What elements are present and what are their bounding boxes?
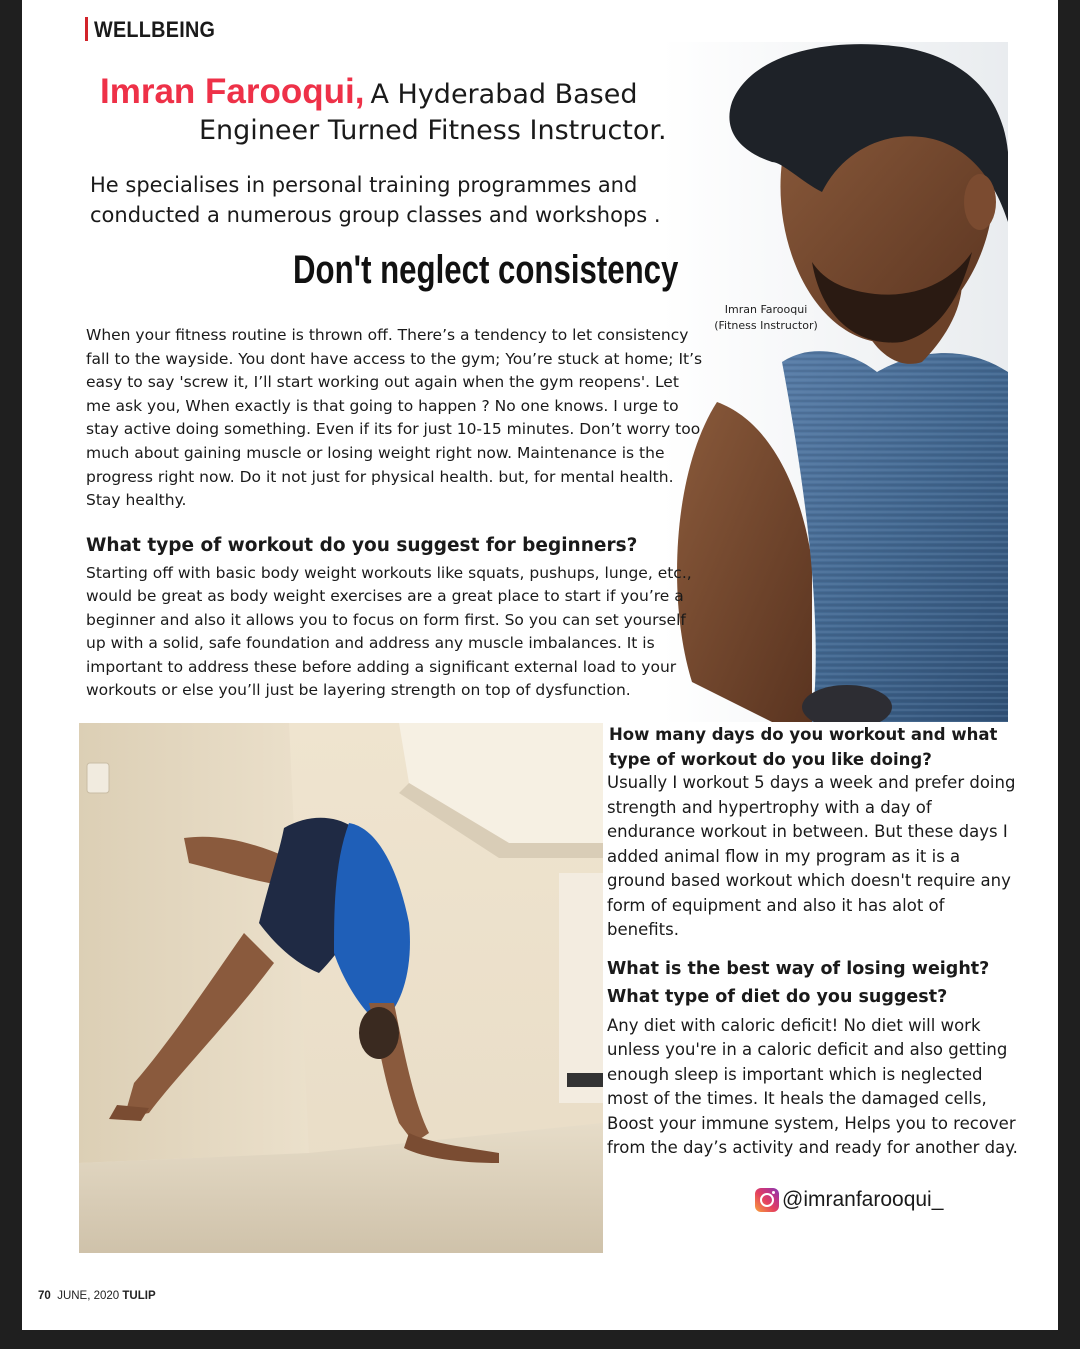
instagram-handle[interactable] [755, 1188, 943, 1212]
portrait-photo [662, 42, 1008, 722]
intro-text: He specialises in personal training programmes and conducted a numerous group classes and workshops . [90, 173, 661, 227]
article-title-line2: Engineer Turned Fitness Instructor. [199, 115, 667, 146]
answer-weight-loss: Any diet with caloric deficit! No diet will work unless you're in a caloric deficit and also getting enough sleep is important which is neglected most of the times. It heals the damaged cells, Boost your immune system, Helps you to recover from the day’s activity and ready for another day. [607, 1016, 1018, 1158]
headline: Don't neglect consistency [293, 248, 679, 292]
instagram-handle-text: @imranfarooqui_ [782, 1188, 944, 1211]
section-marker [85, 17, 88, 41]
question-weight-loss: What is the best way of losing weight? What type of diet do you suggest? [607, 959, 990, 1007]
instagram-icon [755, 1188, 779, 1212]
caption-name: Imran Farooqui [724, 303, 808, 316]
magazine-name: TULIP [122, 1290, 156, 1302]
question-workout-days: How many days do you workout and what type of workout do you like doing? [609, 725, 998, 769]
issue-date: JUNE, 2020 [57, 1290, 120, 1302]
page-footer [38, 1290, 156, 1302]
page-number: 70 [38, 1290, 51, 1302]
answer-workout-days: Usually I workout 5 days a week and prefer doing strength and hypertrophy with a day of endurance workout in between. But these days I added animal flow in my program as it is a ground based workout which doesn't require any form of equipment and also it has alot of benefits. [607, 773, 1016, 939]
subject-name: Imran Farooqui, [100, 72, 365, 111]
answer-beginners: Starting off with basic body weight workouts like squats, pushups, lunge, etc., would be great as body weight exercises are a great place to start if you’re a beginner and also it allows you to focus on form first. So you can set yourself up with a solid, safe foundation and address any muscle imbalances. It is important to address these before adding a significant external load to your workouts or else you’ll just be layering strength on top of dysfunction. [86, 564, 692, 700]
caption-role: (Fitness Instructor) [714, 319, 818, 332]
photo-caption [712, 302, 820, 334]
magazine-page [22, 0, 1058, 1330]
title-subtitle-1: A Hyderabad Based [370, 79, 638, 110]
workout-photo [79, 723, 603, 1253]
section-label: WELLBEING [94, 17, 216, 42]
paragraph-consistency: When your fitness routine is thrown off. There’s a tendency to let consistency fall to the wayside. You dont have access to the gym; You’re stuck at home; It’s easy to say 'screw it, I’ll start working out again when the gym reopens'. Let me ask you, When exactly is that going to happen ? No one knows. I urge to stay active doing something. Even if its for just 10-15 minutes. Don’t worry too much about gaining muscle or losing weight right now. Maintenance is the progress right now. Do it not just for physical health. but, for mental health. Stay healthy. [86, 326, 703, 510]
article-title-line1 [100, 72, 638, 112]
question-beginners: What type of workout do you suggest for beginners? [86, 535, 638, 556]
